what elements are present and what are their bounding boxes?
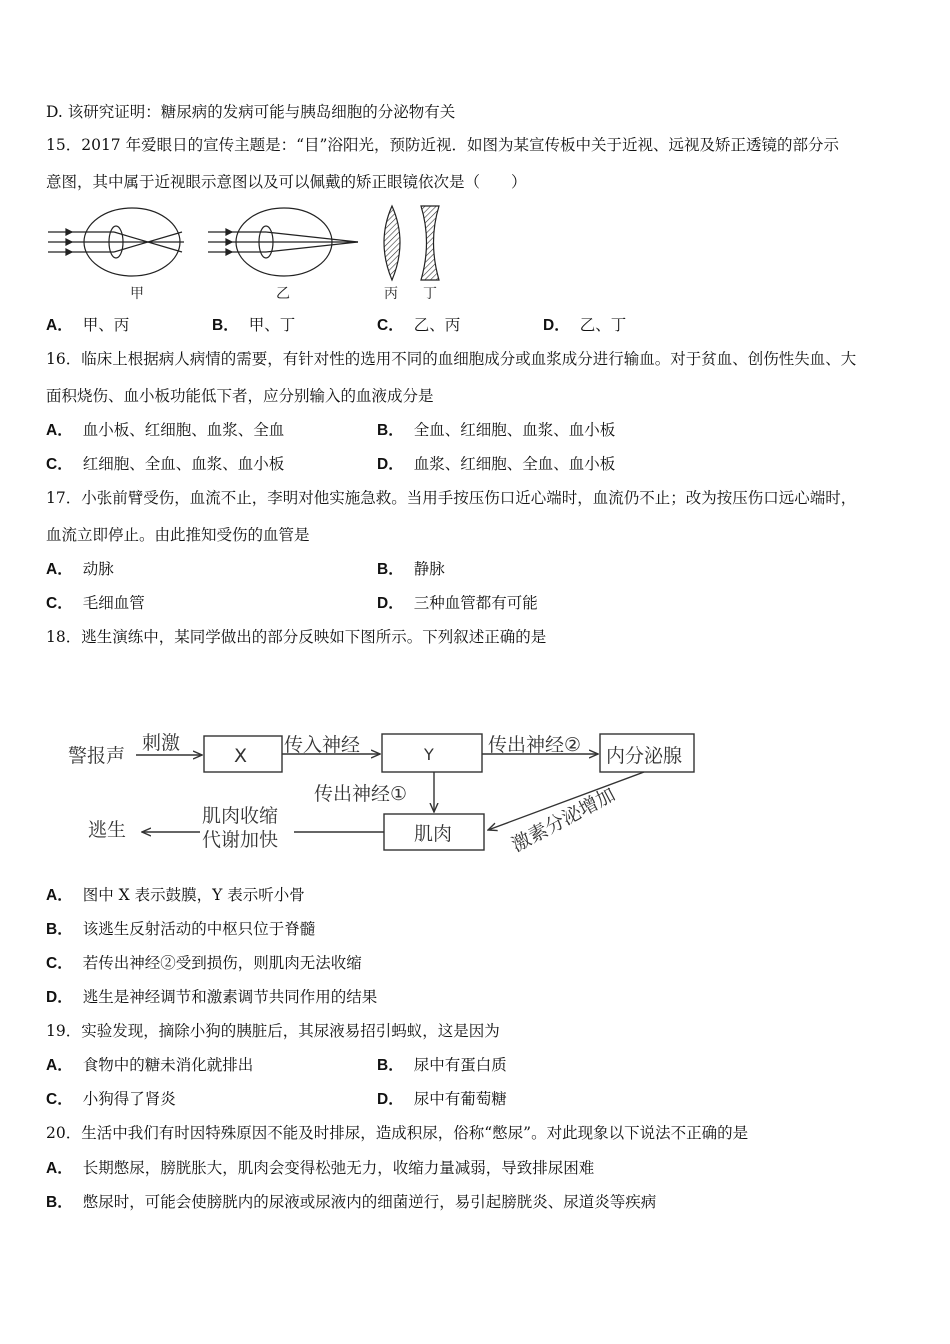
q20-stem: 20．生活中我们有时因特殊原因不能及时排尿，造成积尿，俗称“憋尿”。对此现象以下说法不正确的是 — [46, 1124, 749, 1142]
label-afferent: 传入神经 — [284, 734, 361, 756]
label-response-line1: 肌肉收缩 — [202, 805, 279, 827]
q20-option-a[interactable]: A． 长期憋尿，膀胱胀大，肌肉会变得松弛无力，收缩力量减弱，导致排尿困难 — [46, 1159, 595, 1177]
label-jia: 甲 — [130, 286, 144, 302]
q18-option-d[interactable]: D． 逃生是神经调节和激素调节共同作用的结果 — [46, 988, 378, 1006]
label-escape: 逃生 — [88, 819, 127, 841]
box-gland-label: 内分泌腺 — [606, 745, 683, 767]
box-muscle-label: 肌肉 — [414, 823, 453, 845]
escape-reflex-diagram — [64, 722, 714, 862]
eye-lens-figure — [44, 202, 464, 306]
concave-lens — [421, 206, 439, 280]
q15-stem-line2: 意图，其中属于近视眼示意图以及可以佩戴的矫正眼镜依次是（ ） — [46, 173, 527, 191]
q15-option-b[interactable]: B． 甲、丁 — [212, 316, 296, 334]
q16-option-c[interactable]: C． 红细胞、全血、血浆、血小板 — [46, 455, 285, 473]
label-efferent1: 传出神经① — [314, 783, 408, 805]
q17-stem-line2: 血流立即停止。由此推知受伤的血管是 — [46, 526, 310, 544]
label-efferent2: 传出神经② — [488, 734, 582, 756]
q17-option-b[interactable]: B． 静脉 — [377, 560, 445, 578]
q17-option-a[interactable]: A． 动脉 — [46, 560, 114, 578]
q15-option-d[interactable]: D． 乙、丁 — [543, 316, 627, 334]
q18-stem: 18．逃生演练中，某同学做出的部分反映如下图所示。下列叙述正确的是 — [46, 628, 547, 646]
q19-option-a[interactable]: A． 食物中的糖未消化就排出 — [46, 1056, 254, 1074]
q15-option-a[interactable]: A． 甲、丙 — [46, 316, 130, 334]
q17-stem-line1: 17．小张前臂受伤，血流不止，李明对他实施急救。当用手按压伤口近心端时，血流仍不止；改为按压伤口远心端时， — [46, 489, 857, 507]
q19-option-d[interactable]: D． 尿中有葡萄糖 — [377, 1090, 507, 1108]
q14-option-d: D. 该研究证明：糖尿病的发病可能与胰岛细胞的分泌物有关 — [46, 103, 456, 121]
label-alarm: 警报声 — [68, 745, 126, 767]
q16-option-b[interactable]: B． 全血、红细胞、血浆、血小板 — [377, 421, 616, 439]
q15-stem-line1: 15．2017 年爱眼日的宣传主题是：“目”浴阳光，预防近视．如图为某宣传板中关于近视、远视及矫正透镜的部分示 — [46, 136, 839, 154]
label-bing: 丙 — [384, 286, 398, 302]
q19-option-c[interactable]: C． 小狗得了肾炎 — [46, 1090, 176, 1108]
label-response-line2: 代谢加快 — [202, 829, 279, 851]
q18-option-b[interactable]: B． 该逃生反射活动的中枢只位于脊髓 — [46, 920, 316, 938]
eye-yi — [208, 208, 358, 276]
box-x-label: X — [234, 745, 248, 767]
q16-option-d[interactable]: D． 血浆、红细胞、全血、血小板 — [377, 455, 616, 473]
label-yi: 乙 — [276, 286, 290, 302]
label-stimulus: 刺激 — [142, 732, 181, 754]
label-hormone: 激素分泌增加 — [508, 783, 620, 857]
q17-option-d[interactable]: D． 三种血管都有可能 — [377, 594, 538, 612]
q15-option-c[interactable]: C． 乙、丙 — [377, 316, 461, 334]
q16-stem-line2: 面积烧伤、血小板功能低下者，应分别输入的血液成分是 — [46, 387, 434, 405]
q19-option-b[interactable]: B． 尿中有蛋白质 — [377, 1056, 507, 1074]
convex-lens — [384, 206, 400, 280]
q18-option-a[interactable]: A． 图中 X 表示鼓膜，Y 表示听小骨 — [46, 886, 305, 904]
q16-stem-line1: 16．临床上根据病人病情的需要，有针对性的选用不同的血细胞成分或血浆成分进行输血。对于贫血、创伤性失血、大 — [46, 350, 857, 368]
q18-option-c[interactable]: C． 若传出神经②受到损伤，则肌肉无法收缩 — [46, 954, 362, 972]
eye-jia — [48, 208, 184, 276]
label-ding: 丁 — [423, 286, 437, 302]
q17-option-c[interactable]: C． 毛细血管 — [46, 594, 145, 612]
q19-stem: 19．实验发现，摘除小狗的胰脏后，其尿液易招引蚂蚁，这是因为 — [46, 1022, 500, 1040]
box-y-label: Y — [424, 745, 434, 764]
q16-option-a[interactable]: A． 血小板、红细胞、血浆、全血 — [46, 421, 285, 439]
q20-option-b[interactable]: B． 憋尿时，可能会使膀胱内的尿液或尿液内的细菌逆行，易引起膀胱炎、尿道炎等疾病 — [46, 1193, 657, 1211]
